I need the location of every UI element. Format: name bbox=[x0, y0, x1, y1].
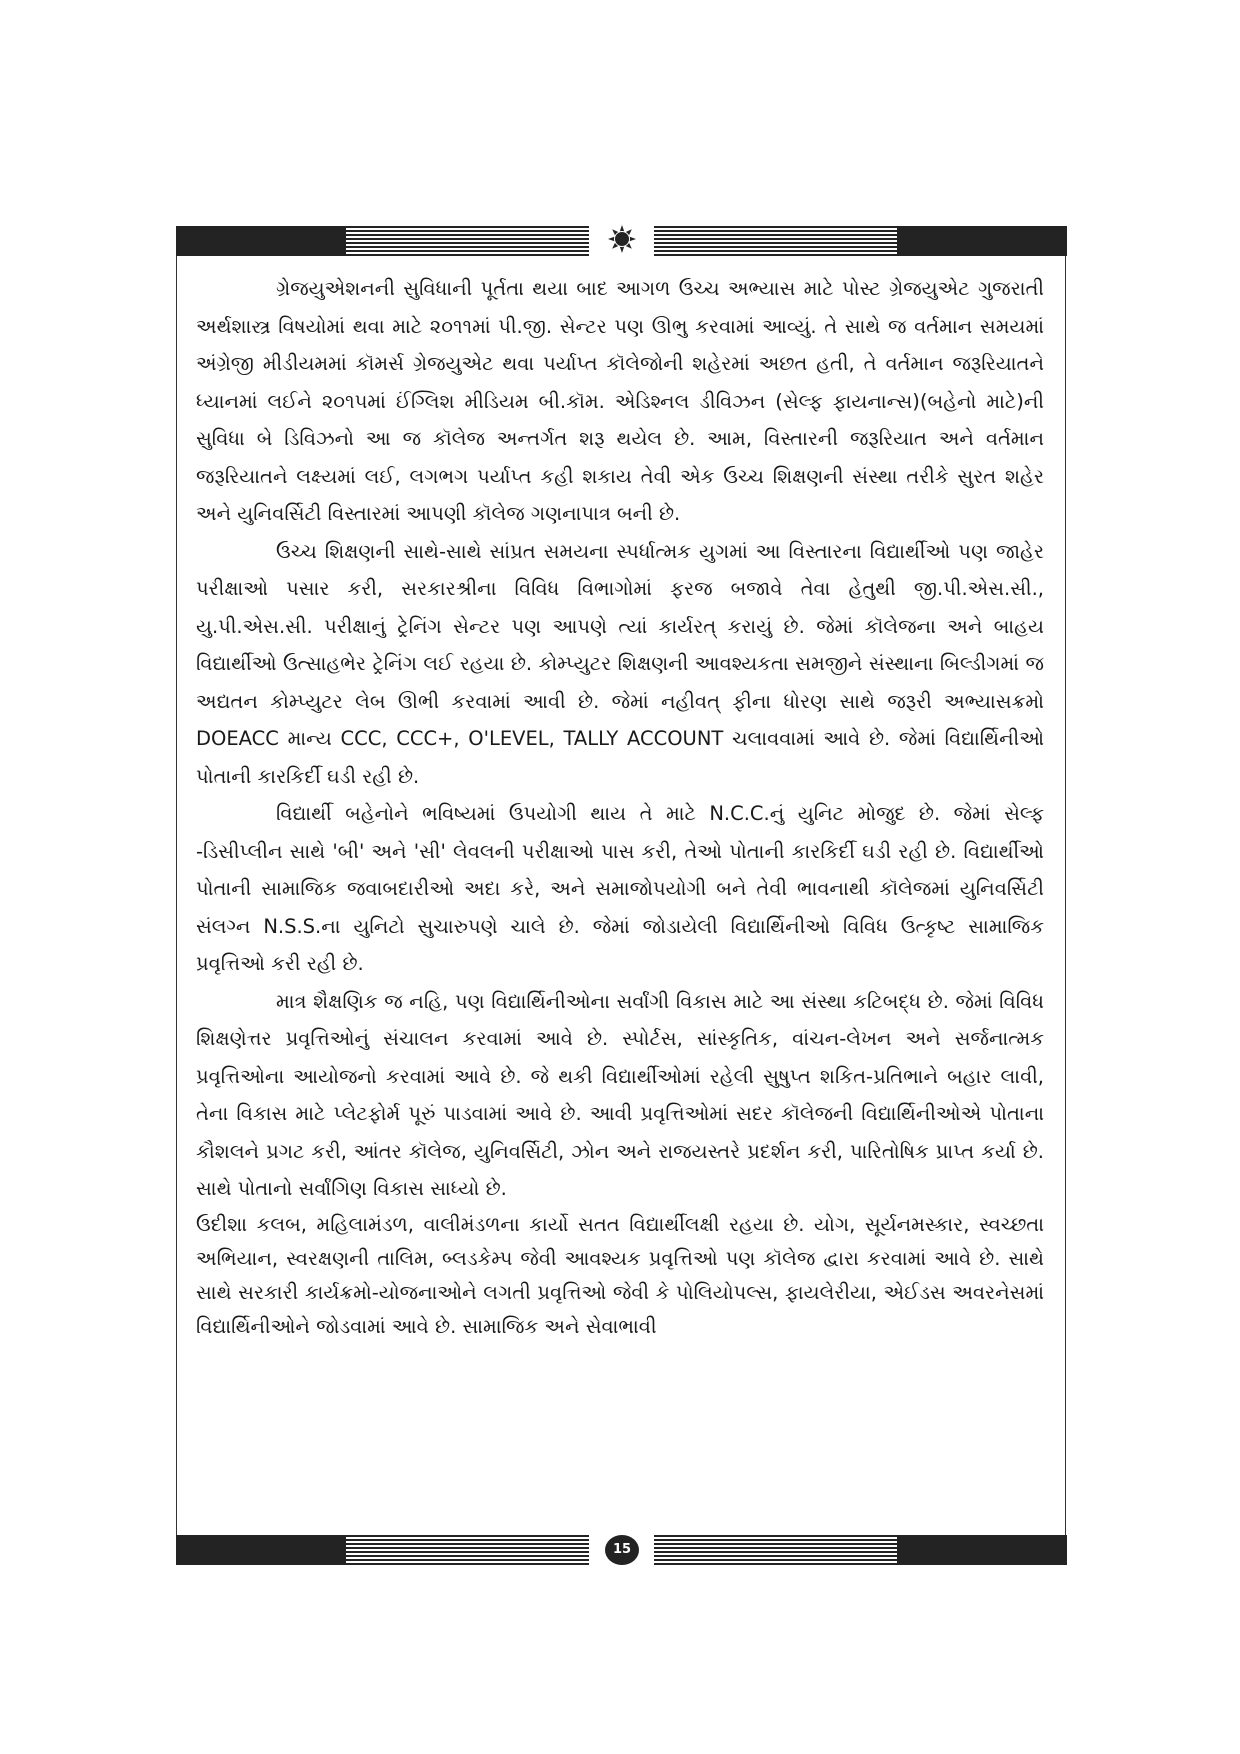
paragraph: ઉચ્ચ શિક્ષણની સાથે-સાથે સાંપ્રત સમયના સ્પર્ધાત્મક યુગમાં આ વિસ્તારના વિદ્યાર્થીઓ પણ જાહેર પરીક્ષાઓ પસાર કરી, સરકારશ્રીના વિવિધ વિભાગોમાં ફરજ બજાવે તેવા હેતુથી જી.પી.એસ.સી., યુ.પી.એસ.સી. પરીક્ષાનું ટ્રેનિંગ સેન્ટર પણ આપણે ત્યાં કાર્યરત્ કરાયું છે. જેમાં કૉલેજના અને બાહય વિદ્યાર્થીઓ ઉત્સાહભેર ટ્રેનિંગ લઈ રહયા છે. કોમ્પ્યુટર શિક્ષણની આવશ્યકતા સમજીને સંસ્થાના બિલ્ડીગમાં જ અદ્યતન કોમ્પ્યુટર લેબ ઊભી કરવામાં આવી છે. જેમાં નહીવત્ ફીના ધોરણ સાથે જરૂરી અભ્યાસક્રમો DOEACC માન્ય CCC, CCC+, O'LEVEL, TALLY ACCOUNT ચલાવવામાં આવે છે. જેમાં વિદ્યાર્થિનીઓ પોતાની કારકિર્દી ઘડી રહી છે. bbox=[196, 539, 1044, 788]
paragraph: વિદ્યાર્થી બહેનોને ભવિષ્યમાં ઉપયોગી થાય તે માટે N.C.C.નું યુનિટ મોજુદ છે. જેમાં સેલ્ફ -ડિસીપ્લીન સાથે 'બી' અને 'સી' લેવલની પરીક્ષાઓ પાસ કરી, તેઓ પોતાની કારકિર્દી ઘડી રહી છે. વિદ્યાર્થીઓ પોતાની સામાજિક જવાબદારીઓ અદા કરે, અને સમાજોપયોગી બને તેવી ભાવનાથી કૉલેજમાં યુનિવર્સિટી સંલગ્ન N.S.S.ના યુનિટો સુચારુપણે ચાલે છે. જેમાં જોડાયેલી વિદ્યાર્થિનીઓ વિવિધ ઉત્કૃષ્ટ સામાજિક પ્રવૃત્તિઓ કરી રહી છે. bbox=[196, 802, 1044, 975]
paragraph: ગ્રેજયુએશનની સુવિધાની પૂર્તતા થયા બાદ આગળ ઉચ્ચ અભ્યાસ માટે પોસ્ટ ગ્રેજયુએટ ગુજરાતી અર્થશાસ્ત્ર વિષયોમાં થવા માટે ૨૦૧૧માં પી.જી. સેન્ટર પણ ઊભુ કરવામાં આવ્યું. તે સાથે જ વર્તમાન સમયમાં અંગ્રેજી મીડીયમમાં કૉમર્સ ગ્રેજયુએટ થવા પર્યાપ્ત કૉલેજોની શહેરમાં અછત હતી, તે વર્તમાન જરૂરિયાતને ધ્યાનમાં લઈને ૨૦૧૫માં ઈંગ્લિશ મીડિયમ બી.કૉમ. એડિશ્નલ ડીવિઝન (સેલ્ફ ફાયનાન્સ)(બહેનો માટે)ની સુવિધા બે ડિવિઝનો આ જ કૉલેજ અન્તર્ગત શરૂ થયેલ છે. આમ, વિસ્તારની જરૂરિયાત અને વર્તમાન જરૂરિયાતને લક્ષ્યમાં લઈ, લગભગ પર્યાપ્ત કહી શકાય તેવી એક ઉચ્ચ શિક્ષણની સંસ્થા તરીકે સુરત શહેર અને યુનિવર્સિટી વિસ્તારમાં આપણી કૉલેજ ગણનાપાત્ર બની છે. bbox=[196, 277, 1044, 525]
paragraph: ઉદીશા કલબ, મહિલામંડળ, વાલીમંડળના કાર્યો સતત વિદ્યાર્થીલક્ષી રહયા છે. યોગ, સૂર્યનમસ્કાર, સ્વચ્છતા અભિયાન, સ્વરક્ષણની તાલિમ, બ્લડકેમ્પ જેવી આવશ્યક પ્રવૃત્તિઓ પણ કૉલેજ દ્વારા કરવામાં આવે છે. સાથે સાથે સરકારી કાર્યક્રમો-યોજનાઓને લગતી પ્રવૃત્તિઓ જેવી કે પોલિયોપલ્સ, ફાયલેરીયા, એઈડસ અવરનેસમાં વિદ્યાર્થિનીઓને જોડવામાં આવે છે. સામાજિક અને સેવાભાવી bbox=[196, 1212, 1044, 1338]
footer-rule bbox=[176, 1535, 1067, 1565]
paragraph: માત્ર શૈક્ષણિક જ નહિ, પણ વિદ્યાર્થિનીઓના સર્વાંગી વિકાસ માટે આ સંસ્થા કટિબદ્ધ છે. જેમાં વિવિધ શિક્ષણેત્તર પ્રવૃત્તિઓનું સંચાલન કરવામાં આવે છે. સ્પોર્ટસ, સાંસ્કૃતિક, વાંચન-લેખન અને સર્જનાત્મક પ્રવૃત્તિઓના આયોજનો કરવામાં આવે છે. જે થકી વિદ્યાર્થીઓમાં રહેલી સુષુપ્ત શકિત-પ્રતિભાને બહાર લાવી, તેના વિકાસ માટે પ્લેટફોર્મ પૂરું પાડવામાં આવે છે. આવી પ્રવૃત્તિઓમાં સદર કૉલેજની વિદ્યાર્થિનીઓએ પોતાના કૌશલને પ્રગટ કરી, આંતર કૉલેજ, યુનિવર્સિટી, ઝોન અને રાજયસ્તરે પ્રદર્શન કરી, પારિતોષિક પ્રાપ્ત કર્યા છે. સાથે પોતાનો સર્વાંગિણ વિકાસ સાધ્યો છે. bbox=[196, 989, 1044, 1200]
header-stripes-left bbox=[346, 226, 589, 256]
header-sun-emblem-icon bbox=[605, 224, 639, 258]
header-bar-left bbox=[176, 226, 346, 256]
header-stripes-right bbox=[654, 226, 897, 256]
page-number: 15 bbox=[605, 1535, 639, 1565]
footer-stripes-right bbox=[654, 1535, 897, 1565]
page-body bbox=[196, 270, 1044, 1344]
footer-stripes-left bbox=[346, 1535, 589, 1565]
header-bar-right bbox=[897, 226, 1067, 256]
footer-bar-left bbox=[176, 1535, 346, 1565]
footer-bar-right bbox=[897, 1535, 1067, 1565]
header-rule bbox=[176, 226, 1067, 256]
